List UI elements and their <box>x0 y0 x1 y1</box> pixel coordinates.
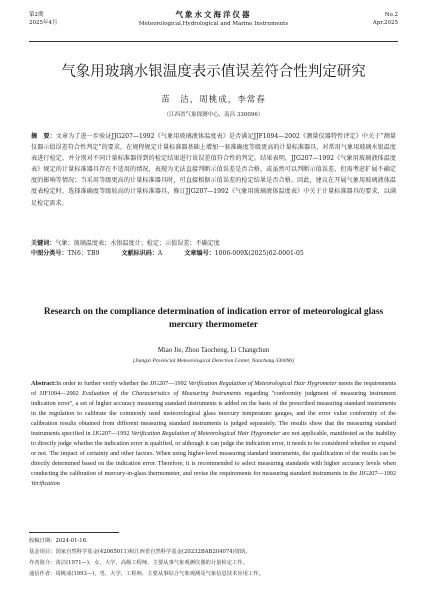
article-id-label: 文章编号： <box>184 250 215 257</box>
author-bio-note: 作者简介：苗洁(1971—)，女，大学，高级工程师，主要从事气象观测仪器的计量检定工作。 <box>29 559 248 566</box>
issue-number-en: No.2 <box>384 12 398 18</box>
affiliation-cn: （江西省气象探测中心，南昌 330096） <box>163 112 264 118</box>
authors-cn: 苗 洁，周桃成，李常春 <box>161 95 266 105</box>
footnotes <box>29 536 398 580</box>
abstract-en-part: regarding "conformity judgment of measuring instrument indication error", a set of higher accuracy measuring standard instruments is added on the basis of the prescribed measuring standard instruments in the regulation to calibrate the commonly used meteorological glass mercury temperature gauges, and the error value conformity of the calibration results obtained from different measuring standard instruments is judged separately. The results show that the measuring standard instruments specified in JJG207—1992 <box>31 390 396 437</box>
article-title-cn: 气象用玻璃水银温度表示值误差符合性判定研究 <box>61 64 366 80</box>
keywords-text-cn: 气象；玻璃温度表；水银温度计；检定；示值误差；不确定度 <box>55 240 220 247</box>
affiliation-en: (Jiangxi Provincial Meteorological Detection Center, Nanchang 330096) <box>132 358 295 364</box>
doc-code-label: 文献标识码： <box>121 250 158 257</box>
article-id-value: 1006-009X(2025)02-0001-05 <box>214 250 304 257</box>
clc-value: TN6；TB9 <box>67 250 100 257</box>
article-title-en: Research on the compliance determination of indication error of meteorological glass mercury thermometer <box>43 307 384 330</box>
abstract-label-en: Abstract: <box>31 380 57 387</box>
abstract-text-cn: 文章为了进一步验证JJG207—1992《气象用玻璃液体温度表》是否满足JJF1094—2002《测量仪器特性评定》中关于“测量仪器示值误差符合性判定”的要求，在规程规定计量标准器基础上增加一套准确度等级更高的计量标准器具，对常用气象用玻璃水银温度表进行检定，并分别对不同计量标准器得到的检定结果进行该误差值符合性的判定。结果表明，JJG207—1992《气象用玻璃液体温度表》规定的计量标准器具存在不适用的情况，表现为无法直接判断示值误差是否合格，或虽然可以判断示值误差，但需考虑扩展不确定度的影响等情况；当采用等级更高的计量标准器具时，可直接根据示值误差的检定结果是否合格。因此，建议在开展气象用玻璃液体温度表检定时，选择准确度等级较高的计量标准器具，修订JJG207—1992《气象用玻璃液体温度表》中关于计量标准器具的要求，以满足检定需求。 <box>31 133 397 207</box>
issue-date: 2025年4月 <box>29 20 58 26</box>
abstract-en-part: In order to further verify whether the JJG207—1992 <box>56 380 189 387</box>
journal-name-en: Meteorological,Hydrological and Marine Instruments <box>138 21 289 27</box>
authors-en: Miao Jie, Zhou Taocheng, Li Changchun <box>157 347 270 354</box>
header-divider <box>29 41 398 42</box>
corresponding-author-note: 通信作者：周桃成(1993—)，男，大学，工程师，主要从事综合气象观测及气象信息技术应用工作。 <box>29 570 264 577</box>
regulation-title: Evaluation of the Characteristics of Measuring Instruments <box>82 390 242 397</box>
running-header <box>29 10 398 38</box>
abstract-en <box>31 379 396 489</box>
header-center <box>29 10 398 29</box>
doc-code-value: A <box>157 250 163 257</box>
received-date-note: 收稿日期：2024-01-16. <box>29 538 88 544</box>
footnote-divider <box>29 532 119 533</box>
keywords-cn <box>31 240 396 248</box>
issue-number: 第2期 <box>29 12 44 18</box>
clc-label: 中图分类号： <box>31 250 68 257</box>
journal-name-cn: 气象水文海洋仪器 <box>175 10 252 19</box>
regulation-title: Verification Regulation of Meteorological Hair Hygrometer <box>188 380 337 387</box>
regulation-title: Verification Regulation of Meteorological Hair Hygrometer <box>131 430 281 437</box>
abstract-en-part: are not applicable, manifested as the inability to directly judge whether the indication error is qualified, or although it can judge the indication error, it needs to be considered whether to expand or not. The impact of certainty and other factors. When using higher-level measuring standard instruments, the qualification of the results can be directly determined based on the indication error. Therefore, it is recommended to select measuring standards with higher accuracy levels when conducting the calibration of mercury-in-glass thermometer, and revise the requirements for measuring standard instruments in the JJG207—1992 <box>31 430 397 477</box>
classification-line <box>31 250 396 258</box>
issue-date-en: Apr.2025 <box>372 20 398 26</box>
funding-note: 基金项目：国家自然科学基金(42065011)和江西省自然科学基金(20232BAB204074)资助。 <box>29 548 251 555</box>
abstract-label-cn: 摘 要： <box>31 133 56 140</box>
regulation-title: Verification <box>31 480 60 487</box>
abstract-cn <box>31 131 396 209</box>
keywords-label-cn: 关键词： <box>31 240 56 247</box>
header-right <box>373 11 398 27</box>
abstract-en-part: meets the requirements of JJF1094—2002 <box>31 380 396 397</box>
